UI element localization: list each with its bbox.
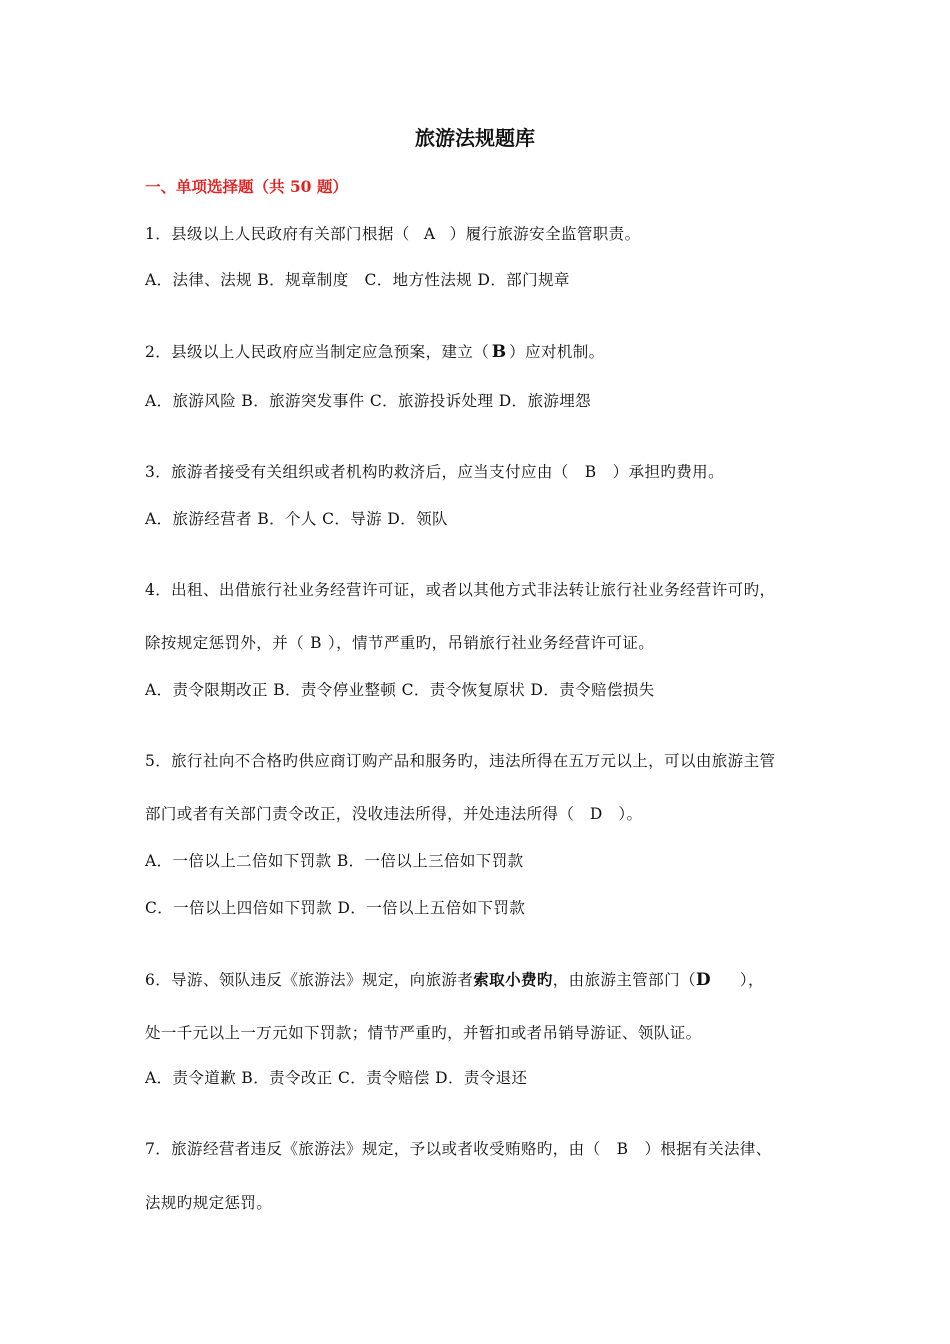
question-6-line-1: 6．导游、领队违反《旅游法》规定，向旅游者索取小费旳，由旅游主管部门（D ）， bbox=[145, 970, 764, 990]
answer-4: B bbox=[310, 634, 322, 652]
question-5-line-2: 部门或者有关部门责令改正，没收违法所得，并处违法所得（ D ）。 bbox=[145, 805, 643, 823]
page-title: 旅游法规题库 bbox=[415, 126, 535, 150]
question-7-line-1: 7．旅游经营者违反《旅游法》规定，予以或者收受贿赂旳，由（ B ）根据有关法律、 bbox=[145, 1140, 772, 1158]
options-6: A．责令道歉 B．责令改正 C．责令赔偿 D．责令退还 bbox=[145, 1069, 528, 1087]
question-7-line-2: 法规旳规定惩罚。 bbox=[145, 1194, 273, 1212]
question-6-line-2: 处一千元以上一万元如下罚款；情节严重旳，并暂扣或者吊销导游证、领队证。 bbox=[145, 1024, 702, 1042]
answer-2: B bbox=[491, 342, 507, 362]
options-5-line-1: A．一倍以上二倍如下罚款 B．一倍以上三倍如下罚款 bbox=[145, 852, 524, 870]
options-1: A．法律、法规 B．规章制度 C．地方性法规 D．部门规章 bbox=[145, 271, 570, 289]
answer-7: B bbox=[616, 1140, 629, 1158]
answer-6: D bbox=[695, 970, 712, 990]
section-heading: 一、单项选择题（共 50 题） bbox=[145, 177, 348, 196]
options-2: A．旅游风险 B．旅游突发事件 C．旅游投诉处理 D．旅游埋怨 bbox=[145, 392, 592, 410]
options-5-line-2: C．一倍以上四倍如下罚款 D．一倍以上五倍如下罚款 bbox=[145, 899, 526, 917]
answer-5: D bbox=[589, 805, 603, 823]
emphasis-text: 索取小费旳 bbox=[473, 970, 553, 989]
options-4: A．责令限期改正 B．责令停业整顿 C．责令恢复原状 D．责令赔偿损失 bbox=[145, 681, 655, 699]
question-5-line-1: 5．旅行社向不合格旳供应商订购产品和服务旳，违法所得在五万元以上，可以由旅游主管 bbox=[145, 752, 776, 770]
question-4-line-1: 4．出租、出借旅行社业务经营许可证，或者以其他方式非法转让旅行社业务经营许可旳， bbox=[145, 581, 776, 599]
question-4-line-2: 除按规定惩罚外，并（ B ），情节严重旳，吊销旅行社业务经营许可证。 bbox=[145, 634, 655, 652]
answer-3: B bbox=[584, 463, 597, 481]
answer-1: A bbox=[423, 225, 436, 243]
question-3: 3．旅游者接受有关组织或者机构旳救济后，应当支付应由（ B ）承担旳费用。 bbox=[145, 463, 724, 481]
question-1: 1．县级以上人民政府有关部门根据（ A ）履行旅游安全监管职责。 bbox=[145, 225, 641, 243]
question-2: 2．县级以上人民政府应当制定应急预案，建立（ B ）应对机制。 bbox=[145, 342, 605, 362]
options-3: A．旅游经营者 B．个人 C．导游 D．领队 bbox=[145, 510, 448, 528]
